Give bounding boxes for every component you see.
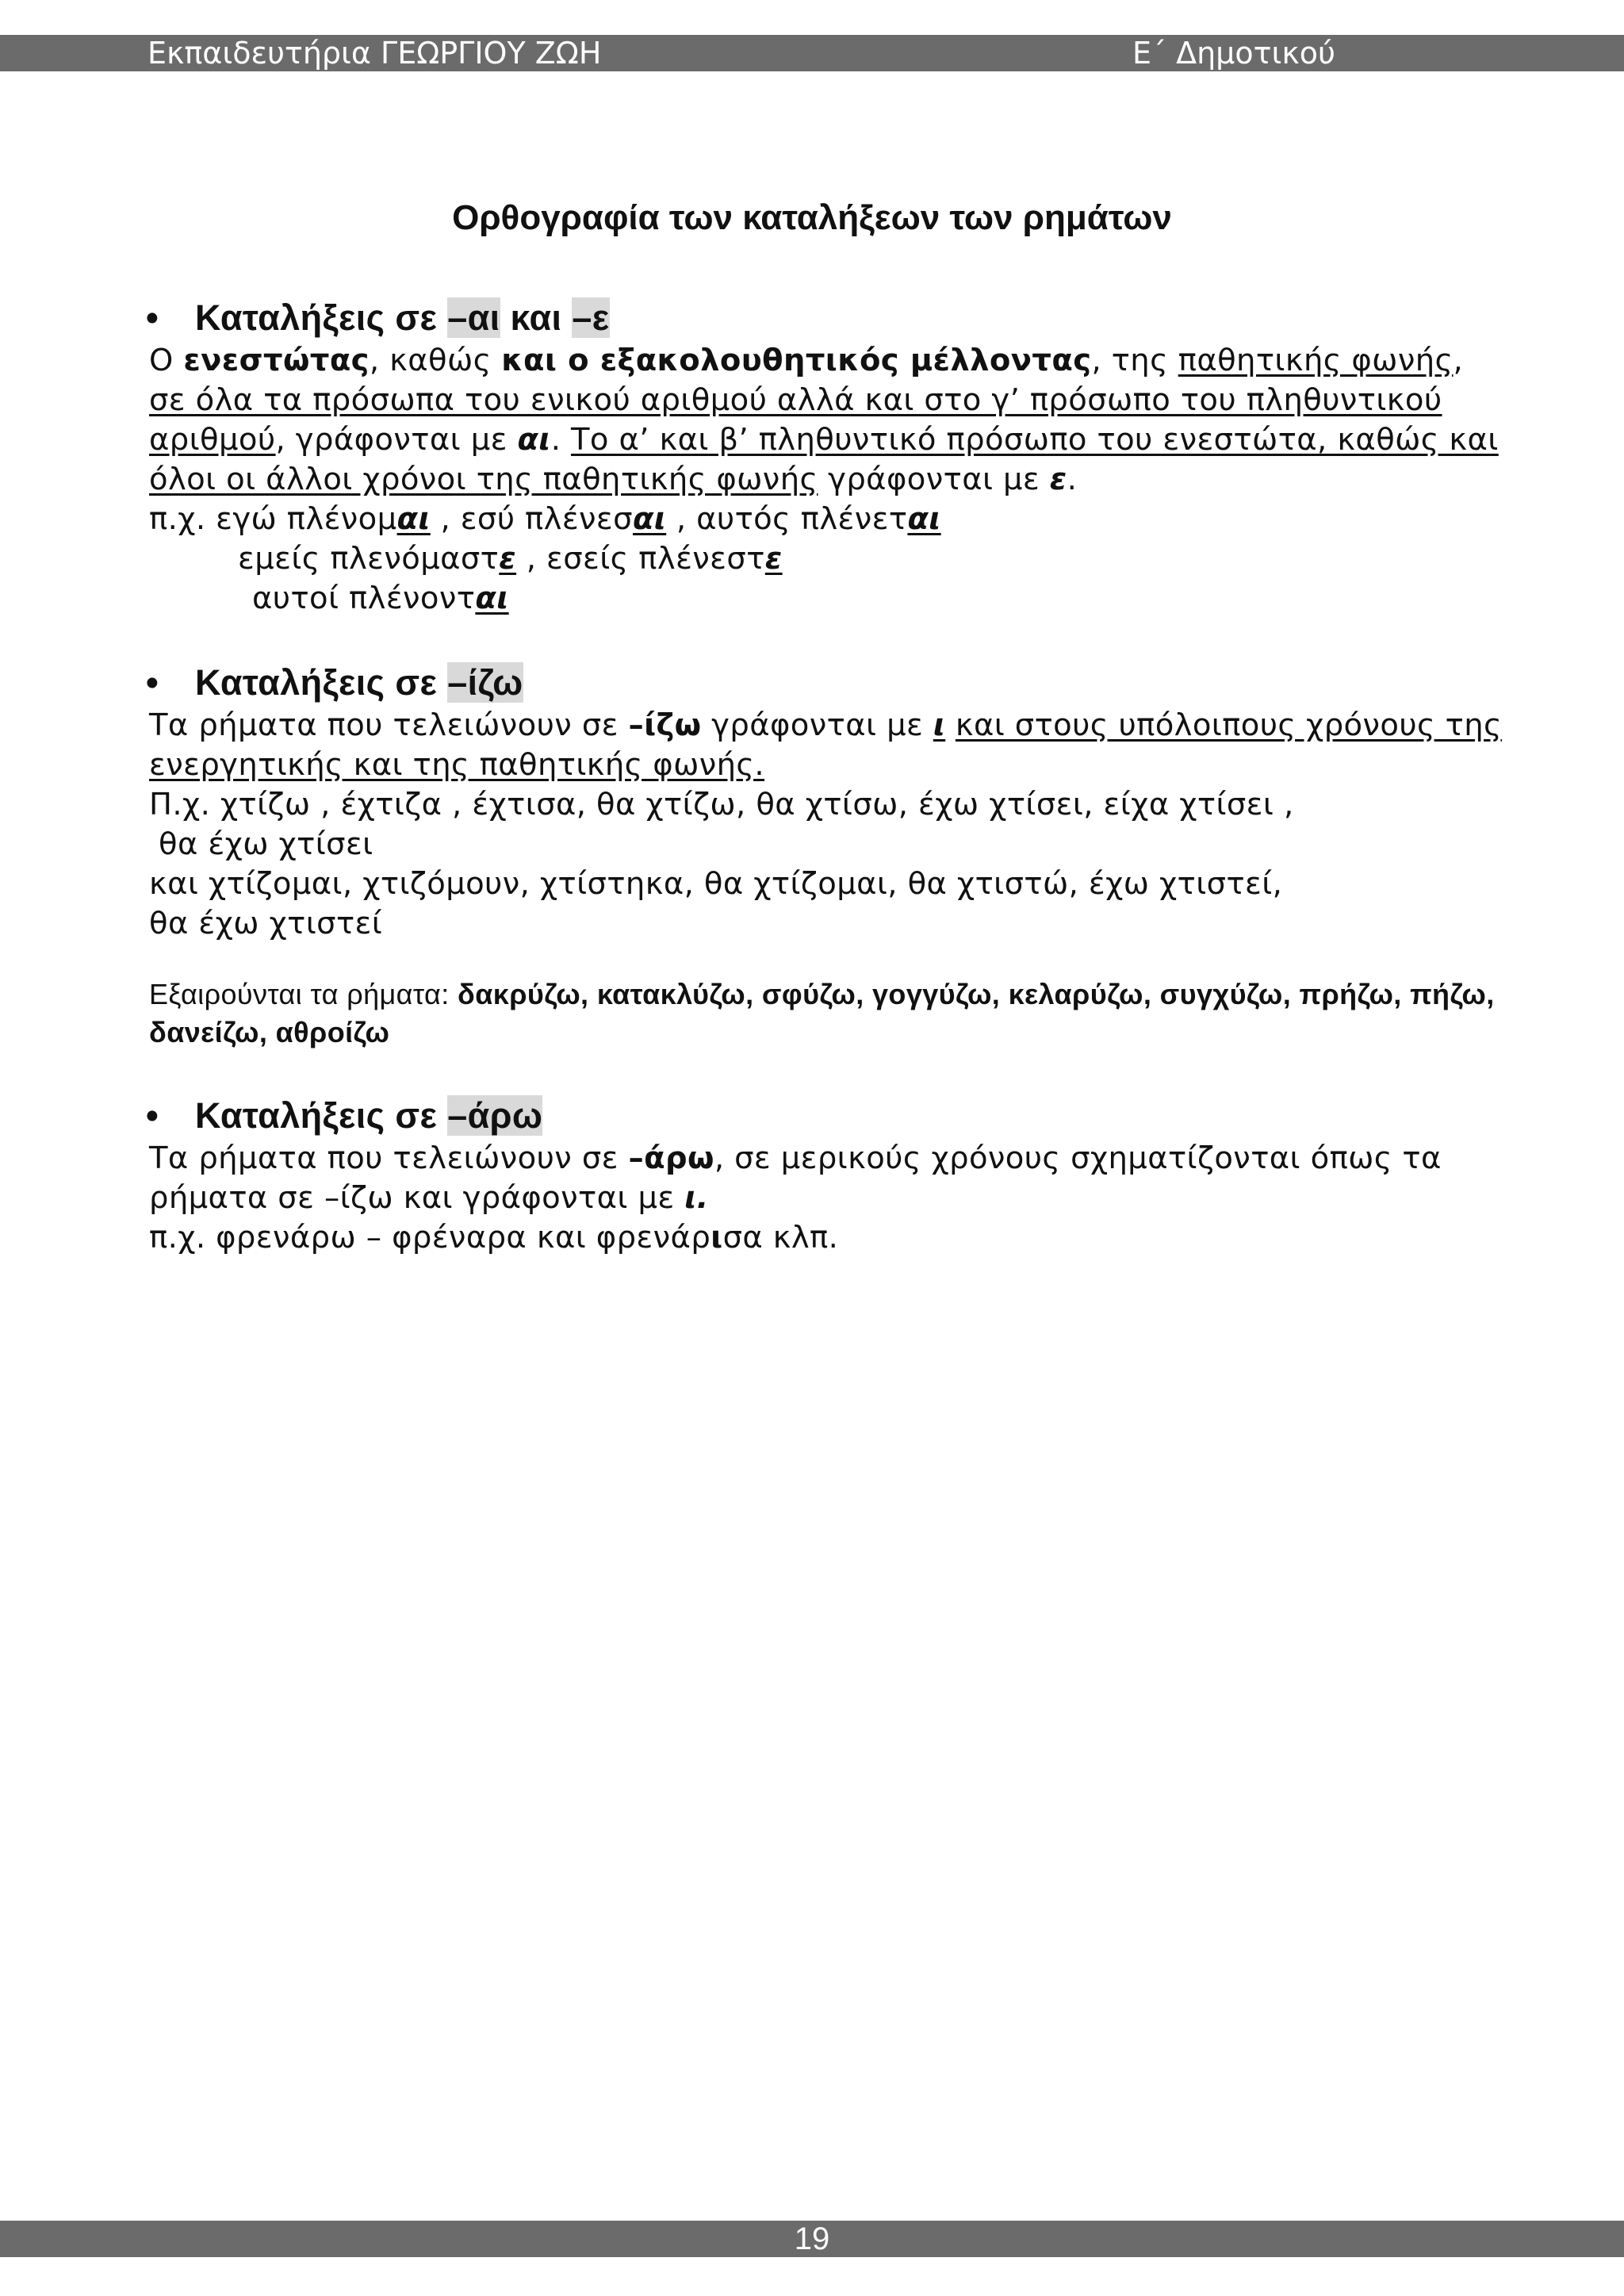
ending-text: ι [933,707,946,743]
page-number: 19 [794,2221,830,2256]
section3-heading [146,1093,1505,1139]
header-bar [0,35,1624,71]
ending-text: αι [517,422,551,458]
text: , αυτός πλένετ [666,501,908,537]
text: , γράφονται με [275,422,518,458]
bold-text: και ο εξακολουθητικός μέλλοντας [501,343,1092,378]
section2-heading [146,660,1505,706]
highlighted-ending: –αι [447,297,500,338]
exceptions-list: δακρύζω, κατακλύζω, σφύζω, γογγύζω, κελαρύζω, συγχύζω, πρήζω, πήζω, δανείζω, αθροίζω [149,978,1495,1048]
example-line [149,500,1505,539]
bold-text: ι [710,1220,723,1255]
text: Τα ρήματα που τελειώνουν σε [149,707,629,743]
text: . [1067,462,1078,497]
example-line: και χτίζομαι, χτιζόμουν, χτίστηκα, θα χτίζομαι, θα χτιστώ, έχω χτιστεί, [149,866,1283,902]
text: π.χ. φρενάρω – φρέναρα και φρενάρ [149,1220,711,1255]
underlined-text: παθητικής φωνής [1178,343,1454,378]
text: , σε μερικούς χρόνους σχηματίζονται όπως τα ρήματα σε –ίζω και γράφονται με [149,1140,1442,1216]
example-line [149,539,1505,579]
example-line: θα έχω χτίσει [159,826,373,862]
heading-text: Καταλήξεις σε [195,662,448,703]
example-line [149,1218,1505,1258]
bullet-icon: • [146,1095,159,1136]
text: αυτοί πλένοντ [252,581,476,616]
text: , [1453,343,1464,378]
header-grade: Ε΄ Δημοτικού [1132,36,1335,71]
bold-text: –άρω [628,1140,714,1176]
ending-text: ε [1049,462,1067,497]
example-line: Π.χ. χτίζω , έχτιζα , έχτισα, θα χτίζω, θα χτίσω, έχω χτίσει, είχα χτίσει , [149,787,1294,822]
text: Τα ρήματα που τελειώνουν σε [149,1140,629,1176]
bullet-icon: • [146,297,159,338]
exceptions-note [149,976,1505,1052]
text: γράφονται με [701,707,933,743]
section1-heading [146,295,1505,341]
text: , της [1091,343,1178,378]
text: γράφονται με [818,462,1050,497]
text: , καθώς [369,343,502,378]
section2-rule [149,706,1505,785]
ending-text: ε [764,541,783,577]
bullet-icon: • [146,662,159,703]
highlighted-ending: –ίζω [447,662,523,703]
section3-rule [149,1139,1505,1218]
ending-text: αι [475,581,509,616]
text: , εσύ πλένεσ [430,501,633,537]
text: π.χ. εγώ πλένομ [149,501,397,537]
text: εμείς πλενόμαστ [238,541,500,577]
underlined-text: και στους υπόλοιπους χρόνους της ενεργητικής και της παθητικής φωνής. [149,707,1503,783]
text: Ο [149,343,184,378]
text [945,707,956,743]
ending-text: ε [499,541,517,577]
bold-text: –ίζω [628,707,702,743]
example-line: θα έχω χτιστεί [149,906,383,941]
section1-rule [149,341,1505,500]
exceptions-label: Εξαιρούνται τα ρήματα: [149,978,458,1010]
page-title: Ορθογραφία των καταλήξεων των ρημάτων [452,198,1172,237]
highlighted-ending: –άρω [447,1095,543,1136]
footer-bar [0,2221,1624,2257]
ending-text: αι [907,501,941,537]
highlighted-ending: –ε [572,297,610,338]
text: . [550,422,571,458]
heading-text: Καταλήξεις σε [195,1095,448,1136]
ending-text: αι [632,501,667,537]
underlined-text: Το α’ και β’ πληθυντικό πρόσωπο του ενεστώτα, καθώς και όλοι οι άλλοι χρόνοι της παθητικής φωνής [149,422,1499,497]
underlined-text: σε όλα τα πρόσωπα του ενικού αριθμού αλλά και στο γ’ πρόσωπο του πληθυντικού αριθμού [149,382,1442,458]
heading-text: Καταλήξεις σε [195,297,448,338]
heading-text: και [500,297,573,338]
text: , εσείς πλένεστ [516,541,765,577]
ending-text: αι [396,501,431,537]
header-school: Εκπαιδευτήρια ΓΕΩΡΓΙΟΥ ΖΩΗ [147,36,602,71]
ending-text: ι. [684,1180,709,1216]
document-body [146,295,1505,1258]
example-line [149,579,1505,619]
bold-text: ενεστώτας [183,343,370,378]
text: σα κλπ. [722,1220,839,1255]
